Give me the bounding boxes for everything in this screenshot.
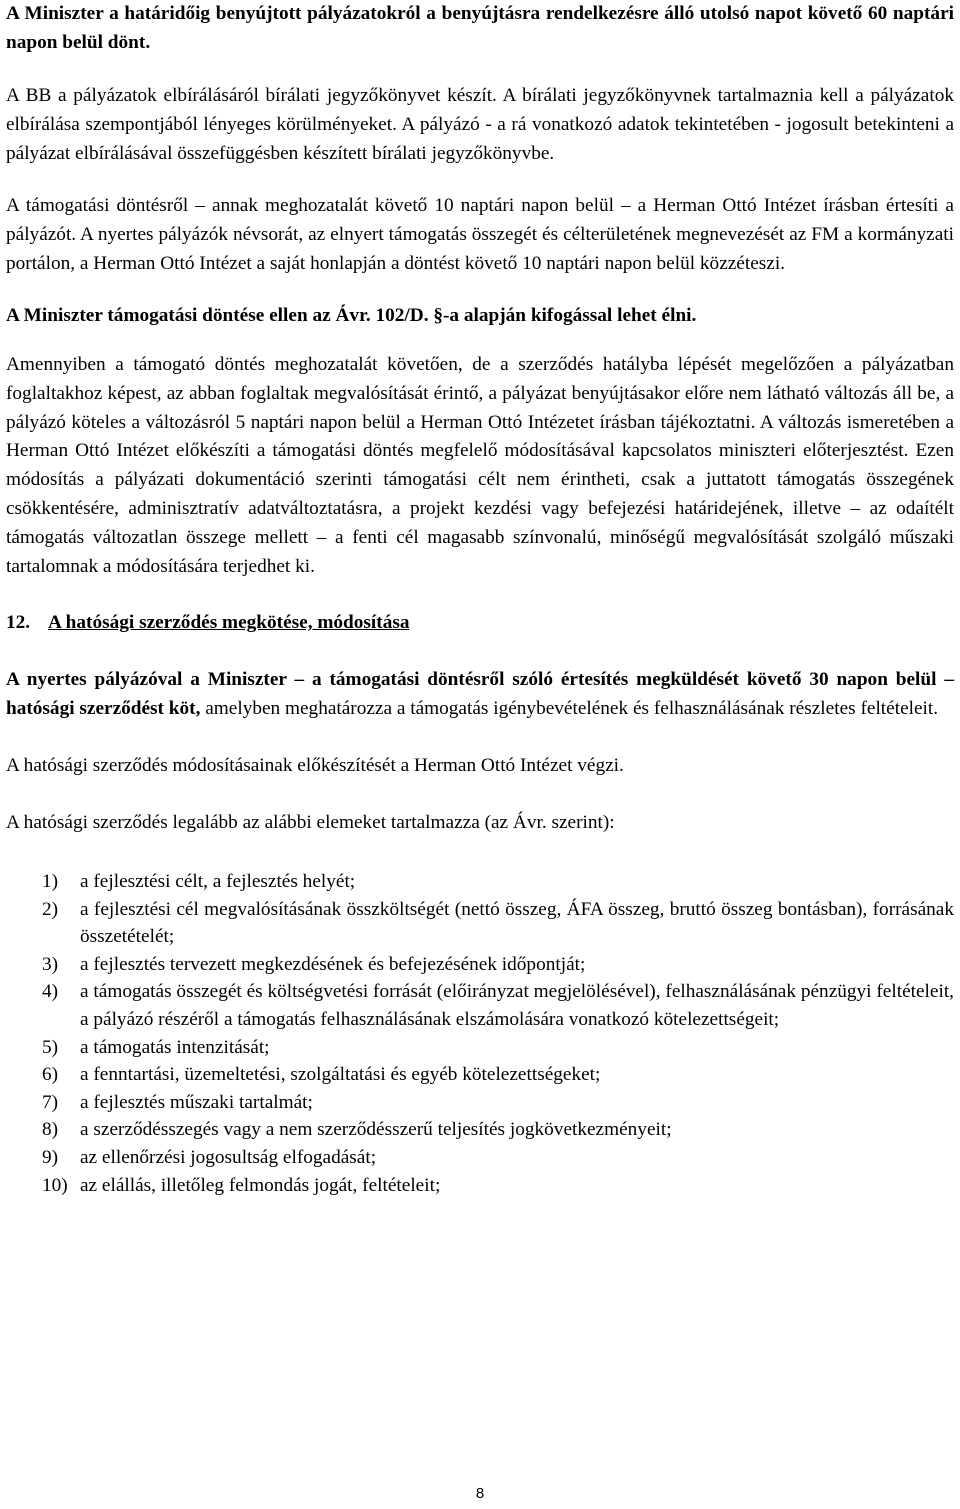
list-item: 5) a támogatás intenzitását; bbox=[42, 1036, 270, 1058]
section-heading bbox=[6, 609, 410, 638]
section-title: A hatósági szerződés megkötése, módosítása bbox=[48, 612, 410, 633]
contract-conclusion-rest: amelyben meghatározza a támogatás igénybevételének és felhasználásának részletes feltételeit. bbox=[200, 697, 939, 719]
paragraph-evaluation-minutes: A BB a pályázatok elbírálásáról bírálati jegyzőkönyvet készít. A bírálati jegyzőkönyvnek tartalmaznia kell a pályázatok elbírálása szempontjából lényeges körülményeket. A pályázó - a rá vonatkozó adatok tekintetében - jogosult betekinteni a pályázat elbírálásával összefüggésben készített bírálati jegyzőkönyvbe. bbox=[6, 85, 954, 164]
page-number: 8 bbox=[475, 1485, 485, 1502]
list-item: 4) a támogatás összegét és költségvetési forrását (előirányzat megjelölésével), felhasználásának pénzügyi feltételeit, a pályázó részéről a támogatás felhasználásának elszámolására vonatkozó kötelezettségeit; bbox=[42, 981, 954, 1030]
paragraph-changes: Amennyiben a támogató döntés meghozatalát követően, de a szerződés hatályba lépését megelőzően a pályázatban foglaltakhoz képest, az abban foglaltak megvalósítását érintő, a pályázat benyújtásakor előre nem látható változás áll be, a pályázó köteles a változásról 5 naptári napon belül a Herman Ottó Intézetet írásban tájékoztatni. A változás ismeretében a Herman Ottó Intézet előkészíti a támogatási döntés megfelelő módosításával kapcsolatos miniszteri előterjesztést. Ezen módosítás a pályázati dokumentáció szerinti támogatási célt nem érintheti, csak a juttatott támogatás összegének csökkentésére, adminisztratív adatváltoztatásra, a projekt kezdési vagy befejezési határidejének, illetve ‒ az odaítélt támogatás változatlan összege mellett ‒ a fenti cél magasabb színvonalú, minőségű megvalósítását szolgáló műszaki tartalomnak a módosítására terjedhet ki. bbox=[6, 354, 954, 577]
list-item: 1) a fejlesztési célt, a fejlesztés helyét; bbox=[42, 871, 356, 892]
document-page bbox=[6, 0, 954, 1509]
list-item: 7) a fejlesztés műszaki tartalmát; bbox=[42, 1091, 313, 1113]
paragraph-objection: A Miniszter támogatási döntése ellen az Ávr. 102/D. §-a alapján kifogással lehet élni. bbox=[6, 305, 697, 326]
list-item: 3) a fejlesztés tervezett megkezdésének és befejezésének időpontját; bbox=[42, 953, 586, 975]
paragraph-contract-modification: A hatósági szerződés módosításainak előkészítését a Herman Ottó Intézet végzi. bbox=[6, 755, 624, 776]
section-number: 12. bbox=[6, 612, 31, 633]
list-item: 9) az ellenőrzési jogosultság elfogadását; bbox=[42, 1146, 377, 1168]
paragraph-contract-conclusion bbox=[6, 666, 954, 724]
list-item: 10) az elállás, illetőleg felmondás jogát, feltételeit; bbox=[42, 1174, 441, 1196]
contract-conclusion-bold: A nyertes pályázóval a Miniszter ‒ a támogatási döntésről szóló értesítés megküldését követő 30 napon belül ‒ hatósági szerződést köt, bbox=[6, 669, 954, 719]
paragraph-decision-deadline: A Miniszter a határidőig benyújtott pályázatokról a benyújtásra rendelkezésre álló utolsó napot követő 60 naptári napon belül dönt. bbox=[6, 3, 954, 53]
paragraph-contract-elements: A hatósági szerződés legalább az alábbi elemeket tartalmazza (az Ávr. szerint): bbox=[6, 812, 615, 833]
contract-elements-list bbox=[42, 868, 954, 1199]
paragraph-notification: A támogatási döntésről ‒ annak meghozatalát követő 10 naptári napon belül ‒ a Herman Ottó Intézet írásban értesíti a pályázót. A nyertes pályázók névsorát, az elnyert támogatás összegét és célterületének megnevezését az FM a kormányzati portálon, a Herman Ottó Intézet a saját honlapján a döntést követő 10 naptári napon belül közzéteszi. bbox=[6, 195, 954, 274]
list-item: 8) a szerződésszegés vagy a nem szerződésszerű teljesítés jogkövetkezményeit; bbox=[42, 1119, 672, 1141]
list-item: 6) a fenntartási, üzemeltetési, szolgáltatási és egyéb kötelezettségeket; bbox=[42, 1064, 601, 1086]
list-item: 2) a fejlesztési cél megvalósításának összköltségét (nettó összeg, ÁFA összeg, bruttó összeg bontásban), forrásának összetételét; bbox=[42, 898, 954, 948]
